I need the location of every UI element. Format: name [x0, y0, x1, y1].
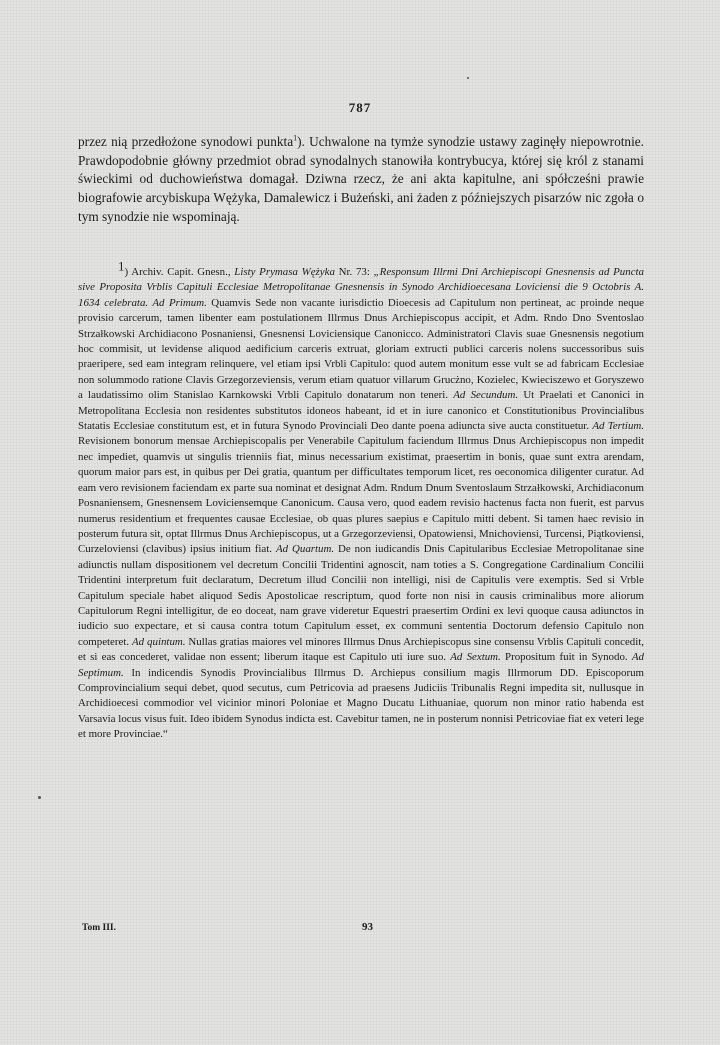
footnote-text: In indicendis Synodis Provincialibus Illrmus D. Archiepus consilium magis Illrmorum DD. Episcoporum Comprovincialium sequi debet, quod secutus, cum Petricovia ad praesens Judiciis Tribunalis Regni impedita sit, nullusque in Archidioecesi commodior vel vicinior minori Poloniae et Magno Ducatu Lithuaniae, quorum non minor ratio habenda est Varsavia locus visus fuit. Ideo ibidem Synodus indicta est. Cavebitur tamen, ne in posterum nonnisi Petricoviae fiat ex veteri lege et more Provinciae.“	[78, 666, 644, 741]
sheet-signature: 93	[362, 921, 373, 933]
footnote-italic: Ad Sextum.	[450, 651, 501, 664]
footnote-italic: Ad Secundum.	[453, 389, 519, 402]
footnote-text: De non iudicandis Dnis Capitularibus Ecclesiae Metropolitanae sine adiunctis nullam dispositionem vel decretum Concilii Tridentini agnoscit, nam toties a S. Congregatione Cardinalium Concilii Tridentini interpretum fuit declaratum, Decretum illud Concilii non intelligi, nisi de Capitulis vere exemptis. Sed si Vrble Capitulum speciale habet aliquod Sedis Apostolicae rescriptum, quod forte non nisi in causis criminalibus more aliorum Capitulorum Regni intelligitur, de eo doceat, nam grave videretur Equestri praesertim Ordini ex levi quoque causa adiunctos in iudicio suo expectare, et si causa contra totum Capitulum esset, ex communi sententia Doctorum defensio Capitulo non competeret.	[78, 543, 644, 648]
main-text-start: przez nią przedłożone synodowi punkta	[78, 134, 294, 149]
footnote-text: Propositum fuit in Synodo.	[500, 651, 632, 664]
paper-speck	[467, 77, 469, 79]
footnote-italic: Ad Tertium.	[592, 420, 644, 433]
footnote-italic: Ad Septimum.	[78, 651, 644, 679]
footnote-text: ) Archiv. Capit. Gnesn.,	[124, 266, 235, 278]
footnote-paragraph	[78, 258, 645, 743]
volume-signature: Tom III.	[82, 923, 116, 933]
footnote-text: Quamvis Sede non vacante iurisdictio Dioecesis ad Capitulum non pertineat, ac proinde neque provisio carcerum, tamen libenter eam postulationem Illrmus Dnus Archiepiscopus accipit, et Adm. Rndo Dno Sventoslao Strzałkowski Archidiacono Posnaniensi, Gnesnensi Loviciensique Canonicco. Administratori Clavis suae Gnesnensis negotium hoc commisit, ut levidense aliquod aedificium carceris extruat, gloriam extructi publici carceris nolens successoribus suis praeripere, sed eam integram relinquere, vel etiam ipsi Vrbli Capitulo: quod autem monitum esse vult se ad fabricam Ecclesiae non solummodo ratione Clavis Grzegorzeviensis, verum etiam quatuor villarum Grucżno, Kozielec, Kwieciszewo et Goryszewo a laudatissimo olim Stanislao Karnkowski Vrbli Capitulo donatarum non teneri.	[78, 296, 644, 402]
main-text	[78, 133, 644, 227]
footnote-reference: 1	[293, 133, 298, 143]
page-number: 787	[348, 100, 372, 115]
footnote-italic: „Responsum Illrmi Dni Archiepiscopi Gnesnensis ad Puncta sive Proposita Vrblis Capituli Ecclesiae Metropolitanae Gnesnensis in Synodo Archidioecesana Loviciensi die 9 Octobris A. 1634 celebrata. Ad Primum.	[78, 266, 645, 309]
footnote-marker: 1	[118, 258, 125, 274]
footnote-text: Revisionem bonorum mensae Archiepiscopalis per Venerabile Capitulum faciendum Illrmus Dnus Archiepiscopus non impedit nec impediet, quamvis ut singulis trienniis fiat, minus necessarium existimat, praesertim in bonis, quae sunt extra arendam, quorum maior pars est, in quibus per Dei gratia, quantum per difficultates temporum licet, res oeconomica diligenter curatur. Ad eam vero revisionem faciendam ex parte sua nominat et designat Adm. Rndum Dnum Sventoslaum Strzałkowski, Archidiaconum Posnaniensem, Gnesnensem Loviciensemque Canonicum. Causa vero, quod eadem revisio hactenus facta non fuerit, est parvus numerus residentium et frequentes causae Ecclesiae, ob quas plures saepius e Capitulo mitti debent. Si tamen haec revisio in posterum futura sit, optat Illrmus Dnus Archiepiscopus, ut a Grzegorzeviensi, Opatowiensi, Mnichoviensi, Turcensi, Piątkoviensi, Curzeloviensi (clavibus) ipsius initium fiat.	[78, 435, 644, 556]
footnote-italic: Ad Quartum.	[275, 543, 335, 556]
footnote-text: Ut Praelati et Canonici in Metropolitana Ecclesia non residentes substitutos idoneos habeant, id et in iure canonico et Constitutionibus Provincialibus Statatis Ecclesiae constitutum est, et in futura Synodo Provinciali Deo dante poena adiuncta sive aucta constituetur.	[78, 389, 644, 433]
paper-speck	[38, 796, 41, 799]
footnote	[78, 258, 645, 743]
footnote-text: Nr. 73:	[334, 266, 374, 278]
footnote-italic: Listy Prymasa Wężyka	[234, 266, 335, 278]
main-paragraph	[78, 133, 644, 227]
footnote-text: Nullas gratias maiores vel minores Illrmus Dnus Archiepiscopus sine consensu Vrblis Capituli concedit, et si eas concederet, validae non essent; liberum itaque est Capitulo uti iure suo.	[78, 635, 644, 664]
footnote-italic: Ad quintum.	[132, 635, 186, 648]
main-text-rest: ). Uchwalone na tymże synodzie ustawy zaginęły niepowrotnie. Prawdopodobnie główny przedmiot obrad synodalnych stanowiła kontrybucya, której się król z stanami świeckimi od duchowieństwa domagał. Dziwna rzecz, że ani akta kapitulne, ani spółcześni prawie biografowie arcybiskupa Wężyka, Damalewicz i Bużeński, ani żaden z późniejszych pisarzów nic zgoła o tym synodzie nie wspominają.	[78, 134, 645, 224]
